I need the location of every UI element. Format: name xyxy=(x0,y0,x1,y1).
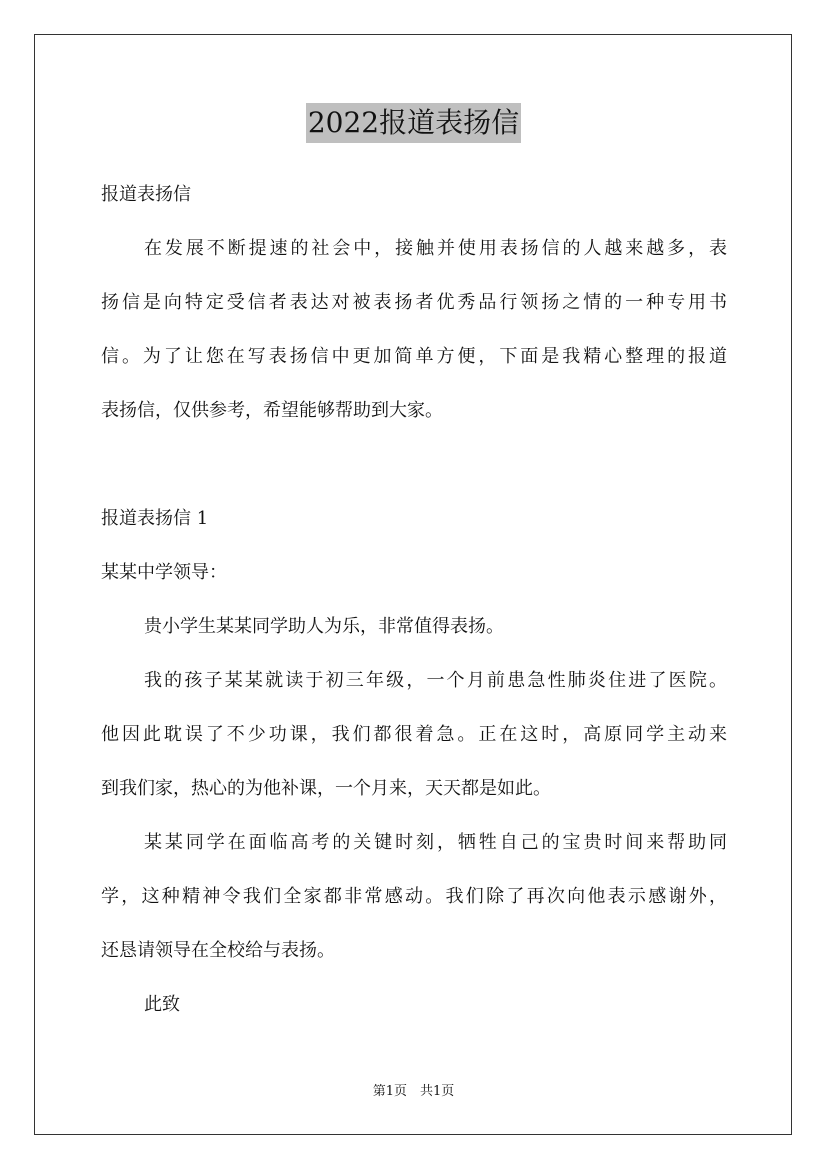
paragraph-1: 贵小学生某某同学助人为乐，非常值得表扬。 xyxy=(144,616,504,637)
intro-heading: 报道表扬信 xyxy=(101,184,191,205)
intro-line: 表扬信，仅供参考，希望能够帮助到大家。 xyxy=(101,400,443,421)
letter-heading: 报道表扬信 1 xyxy=(101,508,209,529)
intro-line: 扬信是向特定受信者表达对被表扬者优秀品行领扬之情的一种专用书 xyxy=(101,292,727,313)
salutation: 某某中学领导： xyxy=(101,562,227,583)
paragraph-2-line: 到我们家，热心的为他补课，一个月来，天天都是如此。 xyxy=(101,778,551,799)
intro-line: 信。为了让您在写表扬信中更加简单方便，下面是我精心整理的报道 xyxy=(101,346,727,367)
closing: 此致 xyxy=(144,994,180,1015)
intro-line: 在发展不断提速的社会中，接触并使用表扬信的人越来越多，表 xyxy=(144,238,727,259)
document-title-wrap xyxy=(0,102,827,143)
paragraph-2-line: 他因此耽误了不少功课，我们都很着急。正在这时，高原同学主动来 xyxy=(101,724,727,745)
paragraph-2-line: 我的孩子某某就读于初三年级，一个月前患急性肺炎住进了医院。 xyxy=(144,670,727,691)
paragraph-3-line: 还恳请领导在全校给与表扬。 xyxy=(101,940,335,961)
document-body xyxy=(101,168,727,1032)
section-gap xyxy=(101,438,727,492)
document-title: 2022报道表扬信 xyxy=(306,103,521,143)
paragraph-3-line: 某某同学在面临高考的关键时刻，牺牲自己的宝贵时间来帮助同 xyxy=(144,832,727,853)
paragraph-3-line: 学，这种精神令我们全家都非常感动。我们除了再次向他表示感谢外， xyxy=(101,886,727,907)
page-footer: 第1页 共1页 xyxy=(372,1084,455,1099)
